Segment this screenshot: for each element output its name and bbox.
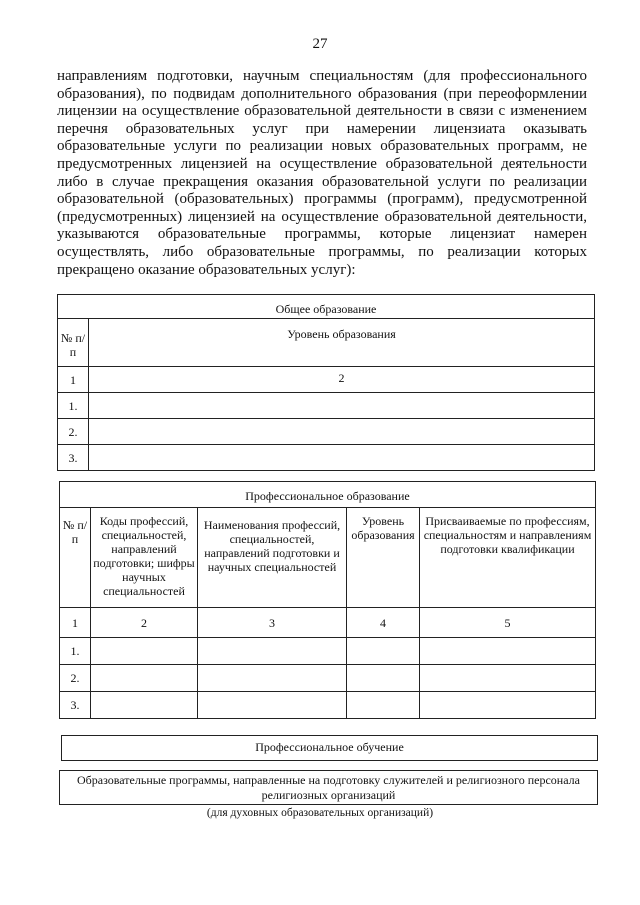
table-cell [89,393,595,419]
row-number: 1. [58,393,89,419]
table-cell [420,692,596,719]
col-level-header: Уровень образования [89,319,595,367]
table-cell [347,638,420,665]
index-cell: 2 [91,608,198,638]
page-number: 27 [312,36,328,52]
col-level-header: Уровень образования [347,508,420,608]
general-education-title: Общее образование [58,295,595,319]
table-cell [347,665,420,692]
table-cell [91,692,198,719]
table-cell [89,445,595,471]
row-number: 2. [60,665,91,692]
table-cell [198,665,347,692]
index-cell: 5 [420,608,596,638]
table-cell [198,638,347,665]
table-cell [420,665,596,692]
index-cell: 3 [198,608,347,638]
index-cell: 2 [89,367,595,393]
col-qualification-header: Присваиваемые по профессиям, специальностям и направлениям подготовки квалификации [420,508,596,608]
religious-programs-box: Образовательные программы, направленные на подготовку служителей и религиозного персонала религиозных организаций [59,770,598,805]
row-number: 1. [60,638,91,665]
table-cell [91,665,198,692]
table-cell [91,638,198,665]
professional-training-box: Профессиональное обучение [61,735,598,761]
table-cell [198,692,347,719]
religious-note: (для духовных образовательных организаций) [206,807,434,819]
col-codes-header: Коды профессий, специальностей, направлений подготовки; шифры научных специальностей [91,508,198,608]
body-paragraph: направлениям подготовки, научным специальностям (для профессионального образования), по подвидам дополнительного образования (при переоформлении лицензии на осуществление образовательной деятельности в связи с изменением перечня образовательных услуг при намерении лицензиата оказывать образовательные услуги по реализации новых образовательных программ, не предусмотренных лицензией на осуществление образовательной деятельности либо в случае прекращения оказания образовательной услуги по реализации образовательной (образовательных) программы (программ), предусмотренной (предусмотренных) лицензией на осуществление образовательной деятельности, указываются образовательные программы, которые лицензиат намерен осуществлять, либо образовательные программы, по реализации которых прекращено оказание образовательных услуг): [57,68,587,278]
row-number: 3. [60,692,91,719]
professional-education-title: Профессиональное образование [60,482,596,508]
index-cell: 1 [60,608,91,638]
index-cell: 1 [58,367,89,393]
col-num-header: № п/п [60,508,91,608]
row-number: 3. [58,445,89,471]
row-number: 2. [58,419,89,445]
col-num-header: № п/п [58,319,89,367]
table-cell [89,419,595,445]
index-cell: 4 [347,608,420,638]
table-cell [347,692,420,719]
general-education-table [57,294,595,471]
col-names-header: Наименования профессий, специальностей, направлений подготовки и научных специальностей [198,508,347,608]
table-cell [420,638,596,665]
professional-education-table [59,481,596,719]
